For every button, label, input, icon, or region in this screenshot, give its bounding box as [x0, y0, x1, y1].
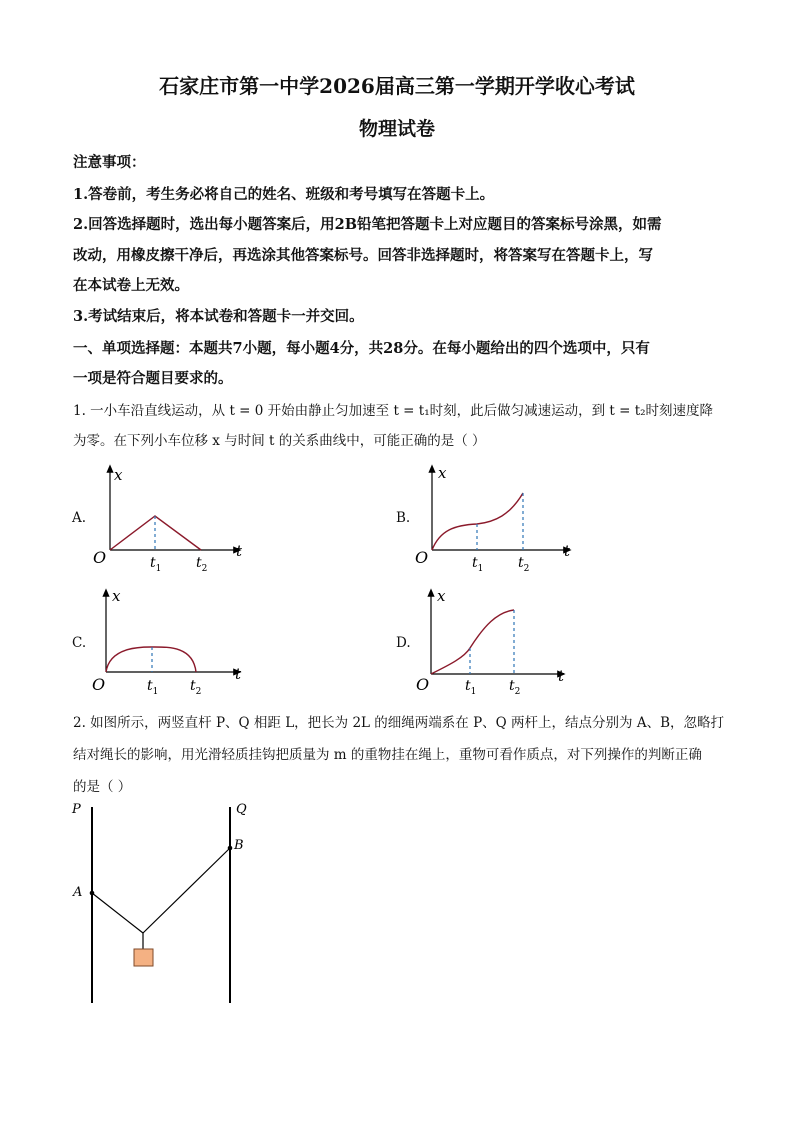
q1-stem-line1: 1. 一小车沿直线运动，从 t = 0 开始由静止匀加速至 t = t₁时刻，此后做匀减速运动，到 t = t₂时刻速度降	[73, 403, 714, 419]
x-axis-label: t	[236, 542, 243, 560]
q1-graph-c	[88, 586, 258, 701]
q1-graph-b	[410, 460, 580, 575]
t1-label: t	[472, 555, 478, 571]
weight-block	[134, 949, 153, 966]
x-axis-label: t	[235, 665, 242, 683]
knot-a	[90, 891, 95, 896]
origin-label: O	[93, 548, 107, 567]
t2-subscript: 2	[514, 687, 521, 697]
q2-stem-line2: 结对绳长的影响，用光滑轻质挂钩把质量为 m 的重物挂在绳上，重物可看作质点，对下列操作的判断正确	[73, 747, 702, 763]
section1-line2: 一项是符合题目要求的。	[73, 370, 233, 387]
svg-text:t2	[509, 678, 520, 697]
q1-graph-d	[412, 586, 582, 701]
t2-label: t	[190, 678, 196, 694]
svg-text:t2	[196, 555, 207, 574]
t1-label: t	[465, 678, 471, 694]
y-axis-label: x	[112, 587, 121, 605]
q1-option-a-label[interactable]: A.	[72, 510, 87, 526]
q2-figure	[66, 795, 266, 1010]
knot-b	[228, 846, 233, 851]
q1-option-c-label[interactable]: C.	[72, 635, 87, 651]
t2-label: t	[196, 555, 202, 571]
notes-item-2-line2: 改动，用橡皮擦干净后，再选涂其他答案标号。回答非选择题时，将答案写在答题卡上，写	[73, 247, 653, 264]
notes-item-2-line1: 2.回答选择题时，选出每小题答案后，用2B铅笔把答题卡上对应题目的答案标号涂黑，如需	[73, 216, 662, 233]
svg-text:t1	[150, 555, 161, 574]
origin-label: O	[416, 675, 430, 694]
y-axis-label: x	[114, 466, 123, 484]
exam-subtitle: 物理试卷	[358, 118, 435, 140]
t2-subscript: 2	[195, 687, 202, 697]
t2-subscript: 2	[523, 564, 530, 574]
t2-subscript: 2	[201, 564, 208, 574]
svg-text:t2	[518, 555, 529, 574]
origin-label: O	[415, 548, 429, 567]
svg-text:t1	[472, 555, 483, 574]
y-axis-label: x	[437, 587, 446, 605]
t1-subscript: 1	[477, 564, 484, 574]
t1-subscript: 1	[470, 687, 477, 697]
svg-text:t2	[190, 678, 201, 697]
xt-curve	[432, 493, 523, 550]
xt-curve	[431, 610, 514, 674]
q1-graph-a	[88, 460, 258, 575]
svg-text:t1	[147, 678, 158, 697]
pole-p-label: P	[72, 802, 81, 817]
t2-label: t	[509, 678, 515, 694]
q1-stem-line2: 为零。在下列小车位移 x 与时间 t 的关系曲线中，可能正确的是（ ）	[73, 433, 486, 449]
q1-option-d-label[interactable]: D.	[396, 635, 411, 651]
section1-line1: 一、单项选择题：本题共7小题，每小题4分，共28分。在每小题给出的四个选项中，只有	[73, 340, 650, 357]
t1-subscript: 1	[155, 564, 162, 574]
rope-right	[143, 848, 230, 933]
q1-option-b-label[interactable]: B.	[396, 510, 411, 526]
x-axis-label: t	[564, 542, 571, 560]
t1-label: t	[147, 678, 153, 694]
xt-curve	[106, 647, 196, 672]
t1-label: t	[150, 555, 156, 571]
x-axis-label: t	[558, 667, 565, 685]
t2-label: t	[518, 555, 524, 571]
svg-text:t1	[465, 678, 476, 697]
xt-curve	[110, 516, 201, 550]
y-axis-label: x	[438, 464, 447, 482]
exam-title: 石家庄市第一中学2026届高三第一学期开学收心考试	[159, 74, 635, 98]
knot-a-label: A	[73, 885, 83, 900]
t1-subscript: 1	[152, 687, 159, 697]
q2-stem-line1: 2. 如图所示，两竖直杆 P、Q 相距 L，把长为 2L 的细绳两端系在 P、Q 两杆上，结点分别为 A、B，忽略打	[73, 715, 724, 731]
rope-left	[92, 893, 143, 933]
pole-q-label: Q	[236, 802, 247, 817]
notes-heading: 注意事项：	[73, 154, 146, 171]
notes-item-2-line3: 在本试卷上无效。	[73, 277, 189, 294]
notes-item-1: 1.答卷前，考生务必将自己的姓名、班级和考号填写在答题卡上。	[73, 186, 495, 203]
q2-stem-line3: 的是（ ）	[73, 779, 132, 795]
knot-b-label: B	[234, 838, 244, 853]
origin-label: O	[92, 675, 106, 694]
notes-item-3: 3.考试结束后，将本试卷和答题卡一并交回。	[73, 308, 364, 325]
